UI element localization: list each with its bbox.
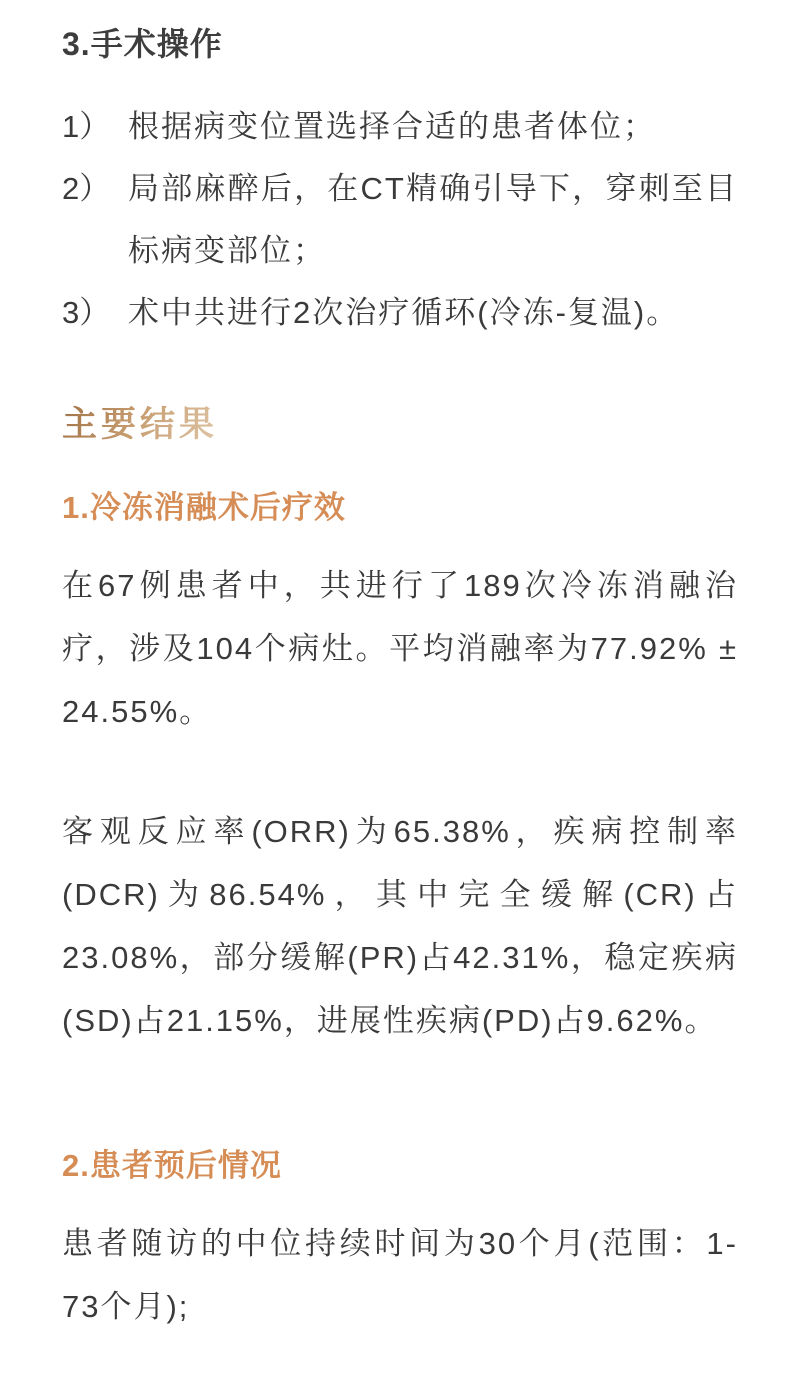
list-item [62, 158, 738, 282]
list-item-text: 局部麻醉后，在CT精确引导下，穿刺至目标病变部位； [128, 171, 738, 268]
prognosis-heading: 2.患者预后情况 [62, 1148, 282, 1183]
list-item [62, 282, 738, 344]
list-item-number: 1） [62, 109, 111, 144]
results-main-heading: 主要结果 [62, 405, 219, 444]
list-item [62, 96, 738, 158]
procedure-list [62, 96, 738, 344]
list-item-text: 根据病变位置选择合适的患者体位； [128, 109, 656, 144]
efficacy-paragraph-1: 在67例患者中，共进行了189次冷冻消融治疗，涉及104个病灶。平均消融率为77.92% ± 24.55%。 [62, 568, 738, 729]
efficacy-paragraph-2: 客观反应率(ORR)为65.38%，疾病控制率(DCR)为86.54%，其中完全缓解(CR)占23.08%，部分缓解(PR)占42.31%，稳定疾病(SD)占21.15%，进展性疾病(PD)占9.62%。 [62, 814, 738, 1038]
list-item-number: 2） [62, 171, 111, 206]
list-item-number: 3） [62, 295, 111, 330]
list-item-text: 术中共进行2次治疗循环(冷冻-复温)。 [128, 295, 680, 330]
prognosis-paragraph: 患者随访的中位持续时间为30个月(范围：1-73个月); [62, 1226, 738, 1324]
efficacy-heading: 1.冷冻消融术后疗效 [62, 490, 346, 525]
procedure-heading: 3.手术操作 [62, 26, 223, 62]
